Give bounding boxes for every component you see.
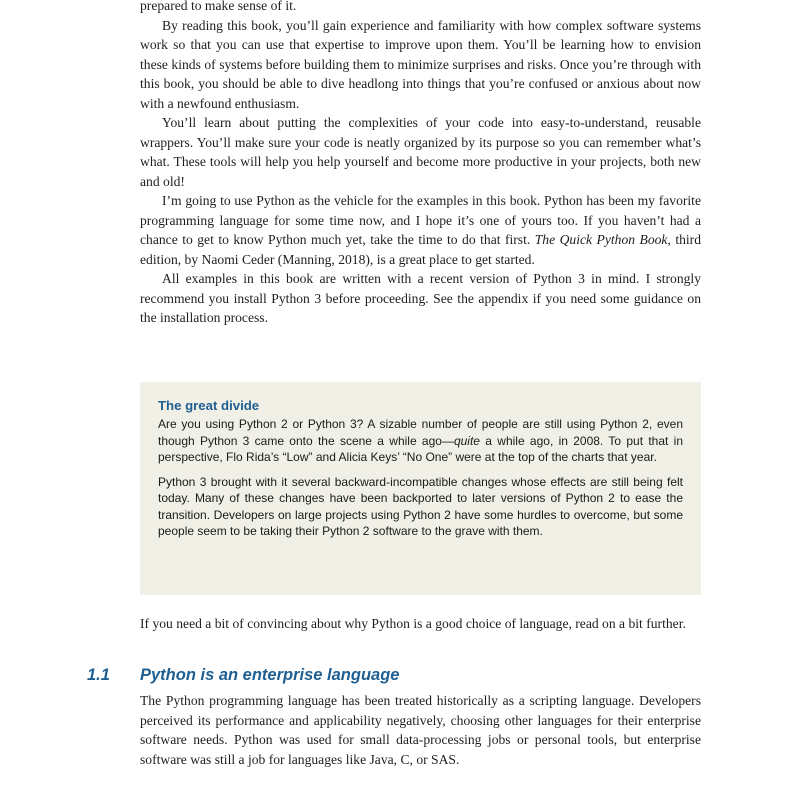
paragraph-python-vehicle xyxy=(140,191,701,269)
section-body-block xyxy=(140,691,701,769)
intro-text-block xyxy=(140,0,701,328)
after-sidebar-block xyxy=(140,614,701,634)
sidebar-paragraph-2: Python 3 brought with it several backward-incompatible changes whose effects are still being felt today. Many of these changes have been backported to later versions of Python 2 to ease the transition. Developers on large projects using Python 2 have some hurdles to overcome, but some people seem to be taking their Python 2 software to the grave with them. xyxy=(158,474,683,538)
python-vehicle-text-a: I’m going to use Python as the vehicle for the examples in this book. Python has been my favorite programming language for some time now, and I hope it’s one of yours too. If you haven’t had a chance to get to know Python much yet, take the time to do that first. xyxy=(140,193,701,247)
paragraph-section-intro: The Python programming language has been treated historically as a scripting language. Developers perceived its performance and applicability negatively, choosing other languages for their enterprise software needs. Python was used for small data-processing jobs or personal tools, but enterprise software was still a job for languages like Java, C, or SAS. xyxy=(140,693,701,767)
sidebar-paragraph-1 xyxy=(158,416,683,466)
paragraph-convincing: If you need a bit of convincing about why Python is a good choice of language, read on a bit further. xyxy=(140,616,686,631)
paragraph-continuation: prepared to make sense of it. xyxy=(140,0,297,13)
sidebar-emphasis: quite xyxy=(453,433,480,448)
paragraph-experience: By reading this book, you’ll gain experience and familiarity with how complex software systems work so that you can use that expertise to improve upon them. You’ll be learning how to envision these kinds of systems before building them to minimize surprises and risks. Once you’re through with this book, you should be able to dive headlong into things that you’re confused or anxious about now with a newfound enthusiasm. xyxy=(140,17,701,111)
book-title-reference: The Quick Python Book xyxy=(534,232,668,247)
sidebar-box xyxy=(140,382,701,595)
paragraph-python3: All examples in this book are written with a recent version of Python 3 in mind. I strongly recommend you install Python 3 before proceeding. See the appendix if you need some guidance on the installation process. xyxy=(140,271,701,325)
python-vehicle-text-b: , third edition, by Naomi Ceder (Manning, 2018), is a great place to get started. xyxy=(140,232,701,267)
section-title: Python is an enterprise language xyxy=(140,666,400,684)
section-number: 1.1 xyxy=(87,666,110,684)
paragraph-wrappers: You’ll learn about putting the complexities of your code into easy-to-understand, reusable wrappers. You’ll make sure your code is neatly organized by its purpose so you can remember what’s what. These tools will help you help yourself and become more productive in your projects, both new and old! xyxy=(140,115,701,189)
sidebar-p1-text-a: Are you using Python 2 or Python 3? A sizable number of people are still using Python 2, even though Python 3 came onto the scene a while ago— xyxy=(158,417,683,448)
sidebar-title: The great divide xyxy=(158,398,260,413)
section-heading xyxy=(0,666,800,690)
sidebar-p1-text-b: a while ago, in 2008. To put that in perspective, Flo Rida’s “Low” and Alicia Keys’ “No One” were at the top of the charts that year. xyxy=(158,433,683,464)
